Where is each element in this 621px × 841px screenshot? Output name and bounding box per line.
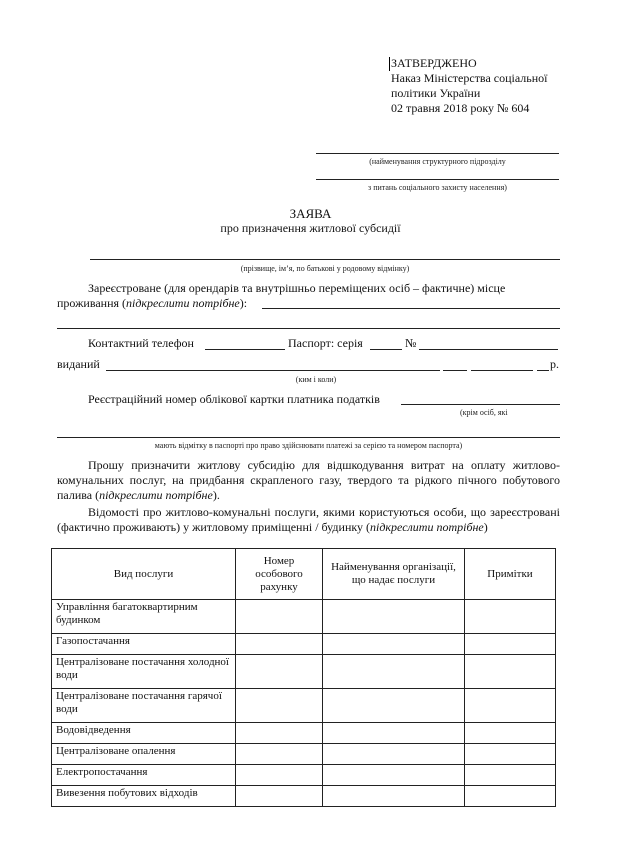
text-cursor: [389, 57, 390, 71]
form-subtitle: про призначення житлової субсидії: [220, 221, 401, 235]
service-name: Централізоване постачання гарячої води: [52, 689, 236, 723]
service-name: Управління багатоквартирним будинком: [52, 600, 236, 634]
notes-cell[interactable]: [465, 600, 556, 634]
notes-cell[interactable]: [465, 689, 556, 723]
registered-text-line2: проживання (підкреслити потрібне):: [57, 296, 248, 310]
tax-caption-2: мають відмітку в паспорті про право здійснювати платежі за серією та номером паспорта): [154, 441, 463, 450]
table-row: [52, 655, 556, 689]
year-suffix: р.: [550, 357, 559, 371]
account-cell[interactable]: [236, 634, 323, 655]
notes-cell[interactable]: [465, 655, 556, 689]
tax-caption-1: (крім осіб, які: [460, 408, 508, 417]
notes-cell[interactable]: [465, 634, 556, 655]
account-cell[interactable]: [236, 655, 323, 689]
organization-cell[interactable]: [323, 786, 465, 807]
account-cell[interactable]: [236, 600, 323, 634]
organization-cell[interactable]: [323, 689, 465, 723]
address-line-2[interactable]: [57, 328, 560, 329]
organization-cell[interactable]: [323, 744, 465, 765]
approval-order: Наказ Міністерства соціальної: [391, 71, 548, 85]
passport-number-label: №: [405, 336, 417, 350]
organization-cell[interactable]: [323, 634, 465, 655]
organization-cell[interactable]: [323, 723, 465, 744]
unit-name-line[interactable]: [316, 153, 559, 154]
issued-by-input[interactable]: [106, 370, 440, 371]
issued-month-input[interactable]: [471, 370, 533, 371]
table-row: [52, 723, 556, 744]
request-paragraph: Прошу призначити житлову субсидію для відшкодування витрат на оплату житлово-комунальних послуг, на придбання скрапленого газу, твердого та рідкого пічного побутового палива (підкреслити потрібне).: [57, 458, 560, 502]
tax-number-input[interactable]: [401, 404, 560, 405]
organization-cell[interactable]: [323, 765, 465, 786]
table-row: [52, 689, 556, 723]
service-name: Електропостачання: [52, 765, 236, 786]
approval-date: 02 травня 2018 року № 604: [391, 101, 530, 115]
issued-label: виданий: [57, 357, 100, 371]
table-row: [52, 786, 556, 807]
issued-year-input[interactable]: [537, 370, 549, 371]
phone-input[interactable]: [205, 349, 285, 350]
notes-cell[interactable]: [465, 723, 556, 744]
header-account-number: Номер особового рахунку: [236, 549, 323, 600]
table-header-row: [52, 549, 556, 600]
passport-number-input[interactable]: [419, 349, 558, 350]
registered-text: Зареєстроване (для орендарів та внутрішньо переміщених осіб – фактичне) місце: [88, 281, 506, 295]
account-cell[interactable]: [236, 689, 323, 723]
services-intro-paragraph: Відомості про житлово-комунальні послуги, якими користуються особи, що зареєстровані (фактично проживають) у житловому приміщенні / будинку (підкреслити потрібне): [57, 505, 560, 534]
account-cell[interactable]: [236, 765, 323, 786]
table-row: [52, 634, 556, 655]
social-unit-line[interactable]: [316, 179, 559, 180]
approval-block: [391, 56, 548, 116]
full-name-line[interactable]: [90, 259, 560, 260]
header-service-type: Вид послуги: [52, 549, 236, 600]
table-row: [52, 744, 556, 765]
notes-cell[interactable]: [465, 765, 556, 786]
approval-title: ЗАТВЕРДЖЕНО: [391, 56, 477, 70]
header-organization: Найменування організації, що надає послуги: [323, 549, 465, 600]
social-unit-caption: з питань соціального захисту населення): [368, 183, 507, 192]
notes-cell[interactable]: [465, 744, 556, 765]
table-row: [52, 765, 556, 786]
approval-ministry: політики України: [391, 86, 481, 100]
address-line-1[interactable]: [262, 308, 560, 309]
issued-caption: (ким і коли): [295, 375, 337, 384]
service-name: Газопостачання: [52, 634, 236, 655]
service-name: Централізоване постачання холодної води: [52, 655, 236, 689]
service-name: Водовідведення: [52, 723, 236, 744]
organization-cell[interactable]: [323, 600, 465, 634]
tax-number-label: Реєстраційний номер облікової картки платника податків: [88, 392, 380, 406]
account-cell[interactable]: [236, 786, 323, 807]
notes-cell[interactable]: [465, 786, 556, 807]
unit-name-caption: (найменування структурного підрозділу: [369, 157, 506, 166]
phone-label: Контактний телефон: [88, 336, 194, 350]
tax-extra-line[interactable]: [57, 437, 560, 438]
table-row: [52, 600, 556, 634]
full-name-caption: (прізвище, ім’я, по батькові у родовому відмінку): [240, 264, 410, 273]
header-notes: Примітки: [465, 549, 556, 600]
organization-cell[interactable]: [323, 655, 465, 689]
form-title: ЗАЯВА: [289, 206, 332, 221]
passport-series-label: Паспорт: серія: [288, 336, 363, 350]
service-name: Централізоване опалення: [52, 744, 236, 765]
service-name: Вивезення побутових відходів: [52, 786, 236, 807]
account-cell[interactable]: [236, 744, 323, 765]
passport-series-input[interactable]: [370, 349, 402, 350]
account-cell[interactable]: [236, 723, 323, 744]
issued-day-input[interactable]: [443, 370, 467, 371]
services-table: [51, 548, 556, 807]
